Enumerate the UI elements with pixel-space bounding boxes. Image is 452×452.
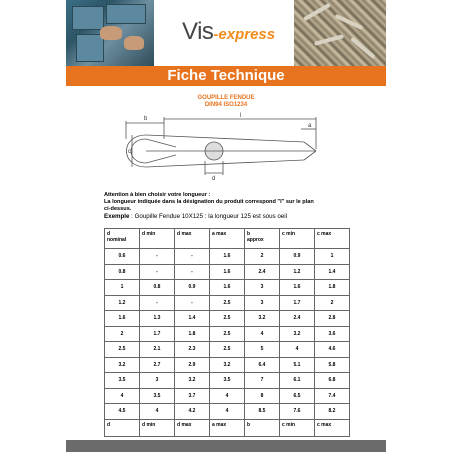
brand-accent: -express [213, 26, 276, 43]
table-cell: c min [280, 419, 315, 437]
table-cell: 5.1 [280, 357, 315, 373]
table-cell: 1.6 [210, 280, 245, 296]
product-title [66, 95, 386, 109]
table-cell: 2.5 [210, 342, 245, 358]
table-cell: - [140, 249, 175, 265]
table-cell: - [175, 295, 210, 311]
table-cell: 2 [315, 295, 350, 311]
length-notice [104, 192, 374, 220]
table-cell: d [105, 419, 140, 437]
table-cell: 6.8 [315, 373, 350, 389]
table-cell: 2.8 [315, 311, 350, 327]
split-pin-drawing [116, 109, 326, 181]
table-cell: 1.6 [210, 249, 245, 265]
table-cell: 3 [245, 295, 280, 311]
notice-line-1: Attention à bien choisir votre longueur : [104, 192, 211, 198]
table-cell: 2.5 [105, 342, 140, 358]
table-cell: c max [315, 419, 350, 437]
notice-line-2: La longueur indiquée dans la désignation du produit correspond "l" sur le plan [104, 199, 314, 205]
table-cell: 5.8 [315, 357, 350, 373]
table-cell: 7.6 [280, 404, 315, 420]
table-cell: 2.5 [210, 326, 245, 342]
screws-photo [294, 0, 386, 66]
notice-line-3: ci-dessus. [104, 206, 132, 212]
dimensions-table [104, 228, 350, 437]
table-cell: 4.2 [175, 404, 210, 420]
table-cell: 1.7 [280, 295, 315, 311]
table-cell: 4 [140, 404, 175, 420]
table-row [105, 388, 350, 404]
table-cell: 4 [105, 388, 140, 404]
table-cell: 1.7 [140, 326, 175, 342]
table-cell: 1.8 [315, 280, 350, 296]
table-cell: 0.6 [105, 249, 140, 265]
table-cell: 4.5 [105, 404, 140, 420]
table-cell: 4 [280, 342, 315, 358]
example-text: : Goupille Fendue 10X125 : la longueur 125 est sous oeil [129, 213, 287, 220]
example-prefix: Exemple [104, 213, 130, 220]
title-bar [66, 66, 386, 86]
table-cell: 3.2 [210, 357, 245, 373]
table-cell: 3.7 [175, 388, 210, 404]
table-cell: 4 [210, 404, 245, 420]
table-cell: 2.9 [175, 357, 210, 373]
table-cell: 1.6 [280, 280, 315, 296]
table-cell: 2.5 [210, 311, 245, 327]
table-cell: 2 [245, 249, 280, 265]
table-cell: 0.8 [140, 280, 175, 296]
footer-bar [66, 440, 386, 452]
table-cell: 3.2 [105, 357, 140, 373]
table-cell: 2.4 [280, 311, 315, 327]
table-cell: 8 [245, 388, 280, 404]
table-cell: 3.2 [280, 326, 315, 342]
table-cell: 3 [245, 280, 280, 296]
table-cell: 1.6 [105, 311, 140, 327]
notice-example [104, 213, 374, 220]
table-row [105, 342, 350, 358]
table-row [105, 357, 350, 373]
table-cell: - [175, 264, 210, 280]
table-row [105, 280, 350, 296]
table-cell: 7 [245, 373, 280, 389]
table-cell: d nominal [105, 229, 140, 249]
table-cell: 1.3 [140, 311, 175, 327]
table-cell: 2.3 [175, 342, 210, 358]
table-cell: 8.5 [245, 404, 280, 420]
table-cell: 1.4 [315, 264, 350, 280]
table-cell: 3 [140, 373, 175, 389]
table-cell: 2.5 [210, 295, 245, 311]
table-row [105, 404, 350, 420]
table-footer-row [105, 419, 350, 437]
table-row [105, 264, 350, 280]
label-d: d [212, 176, 216, 181]
table-cell: - [140, 295, 175, 311]
table-cell: d max [175, 229, 210, 249]
table-cell: 1.6 [210, 264, 245, 280]
label-a: a [308, 123, 312, 129]
table-cell: 2.4 [245, 264, 280, 280]
table-cell: 0.9 [175, 280, 210, 296]
table-cell: 1 [315, 249, 350, 265]
table-cell: 1.8 [175, 326, 210, 342]
table-cell: b [245, 419, 280, 437]
table-cell: 0.8 [105, 264, 140, 280]
table-cell: 7.4 [315, 388, 350, 404]
table-cell: c min [280, 229, 315, 249]
workshop-photo [66, 0, 154, 66]
table-cell: 3.2 [175, 373, 210, 389]
table-cell: 8.2 [315, 404, 350, 420]
table-cell: d min [140, 419, 175, 437]
table-cell: 4.6 [315, 342, 350, 358]
table-cell: a max [210, 229, 245, 249]
table-cell: 3.5 [105, 373, 140, 389]
table-cell: 2 [105, 326, 140, 342]
table-cell: 3.5 [140, 388, 175, 404]
table-row [105, 311, 350, 327]
table-row [105, 326, 350, 342]
page-title: Fiche Technique [167, 67, 285, 84]
product-name: GOUPILLE FENDUE [197, 95, 255, 101]
table-cell: 3.6 [315, 326, 350, 342]
table-header-row [105, 229, 350, 249]
table-row [105, 249, 350, 265]
table-cell: 2.7 [140, 357, 175, 373]
table-cell: 1.2 [280, 264, 315, 280]
table-cell: 6.4 [245, 357, 280, 373]
table-cell: 5 [245, 342, 280, 358]
table-cell: 1.2 [105, 295, 140, 311]
table-cell: 0.9 [280, 249, 315, 265]
technical-sheet [66, 0, 386, 452]
brand-main: Vis [182, 18, 214, 45]
table-cell: 3.5 [210, 373, 245, 389]
table-cell: 1.4 [175, 311, 210, 327]
table-cell: d max [175, 419, 210, 437]
table-row [105, 373, 350, 389]
table-row [105, 295, 350, 311]
table-cell: 1 [105, 280, 140, 296]
header-banner [66, 0, 386, 66]
table-cell: 4 [210, 388, 245, 404]
table-cell: 2.1 [140, 342, 175, 358]
label-b: b [144, 116, 148, 122]
table-cell: 4 [245, 326, 280, 342]
table-cell: a max [210, 419, 245, 437]
table-cell: 3.2 [245, 311, 280, 327]
label-l: l [240, 113, 242, 119]
brand-logo [182, 18, 275, 46]
table-cell: d min [140, 229, 175, 249]
table-cell: - [175, 249, 210, 265]
table-cell: 6.1 [280, 373, 315, 389]
label-c: c [128, 149, 131, 155]
product-standard: DIN94 ISO1234 [204, 102, 248, 108]
table-cell: c max [315, 229, 350, 249]
table-cell: b approx [245, 229, 280, 249]
table-cell: 6.5 [280, 388, 315, 404]
table-cell: - [140, 264, 175, 280]
